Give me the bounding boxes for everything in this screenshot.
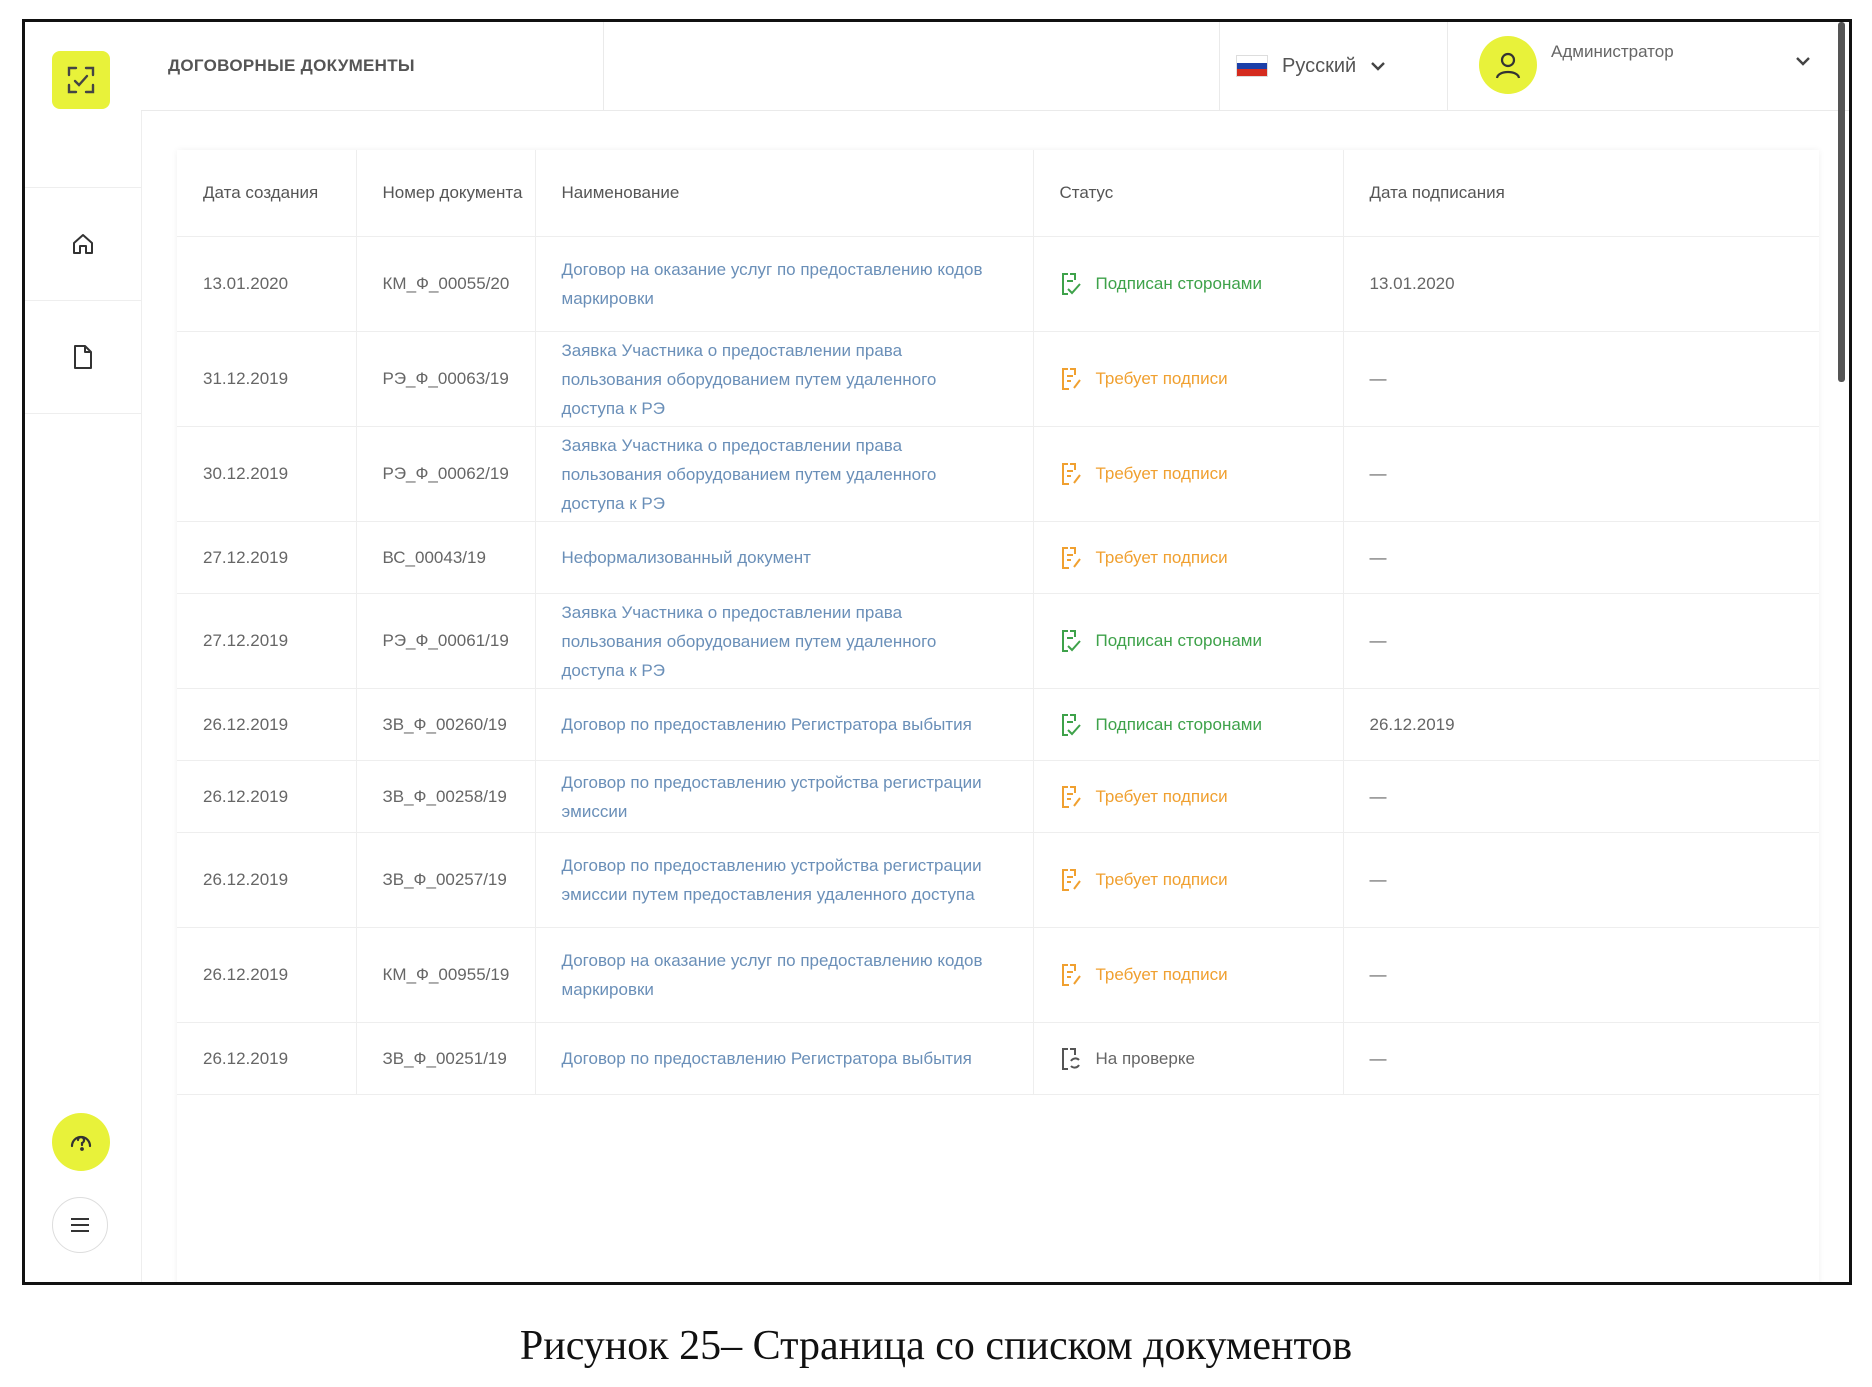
table-row[interactable]	[177, 427, 1819, 522]
document-name-link[interactable]: Заявка Участника о предоставлении права пользования оборудованием путем удаленного доступа к РЭ	[535, 427, 1033, 522]
document-number: РЭ_Ф_00061/19	[356, 594, 535, 689]
user-role: Администратор	[1551, 42, 1674, 61]
document-icon	[72, 344, 94, 370]
status-label: Требует подписи	[1095, 547, 1228, 567]
status-cell	[1033, 237, 1343, 332]
status-badge	[1060, 1047, 1343, 1071]
status-label: Подписан сторонами	[1095, 714, 1262, 734]
table-row[interactable]	[177, 332, 1819, 427]
help-button[interactable]	[52, 1113, 110, 1171]
signed-date: —	[1343, 522, 1819, 594]
header-divider	[1447, 22, 1448, 110]
status-cell	[1033, 761, 1343, 833]
column-header-signed[interactable]: Дата подписания	[1343, 150, 1819, 237]
created-date: 26.12.2019	[177, 833, 356, 928]
sidebar-item-home[interactable]	[25, 188, 141, 300]
status-label: Подписан сторонами	[1095, 631, 1262, 650]
document-number: ЗВ_Ф_00258/19	[356, 761, 535, 833]
status-label: Требует подписи	[1095, 786, 1228, 806]
status-label: Требует подписи	[1095, 870, 1228, 889]
signed-date: —	[1343, 332, 1819, 427]
document-name-link[interactable]: Договор на оказание услуг по предоставлению кодов маркировки	[535, 928, 1033, 1023]
status-cell	[1033, 1023, 1343, 1095]
user-menu[interactable]	[1479, 22, 1849, 110]
status-badge	[1060, 629, 1343, 653]
signed-date: —	[1343, 833, 1819, 928]
status-badge	[1060, 785, 1343, 809]
user-icon	[1495, 51, 1521, 79]
russian-flag-icon	[1236, 55, 1268, 77]
table-row[interactable]	[177, 522, 1819, 594]
status-label: Подписан сторонами	[1095, 274, 1262, 293]
figure-caption: Рисунок 25– Страница со списком документов	[519, 1323, 1353, 1369]
signed-date: 13.01.2020	[1343, 237, 1819, 332]
status-cell	[1033, 689, 1343, 761]
document-name-link[interactable]: Договор по предоставлению Регистратора выбытия	[535, 1023, 1033, 1095]
document-number: КМ_Ф_00055/20	[356, 237, 535, 332]
chevron-down-icon	[1370, 61, 1386, 71]
needs-signature-icon	[1060, 367, 1082, 391]
status-badge	[1060, 367, 1343, 391]
hamburger-menu-icon	[71, 1218, 89, 1232]
status-badge	[1060, 462, 1343, 486]
status-label: На проверке	[1095, 1048, 1195, 1068]
document-name-link[interactable]: Договор по предоставлению Регистратора выбытия	[535, 689, 1033, 761]
table-row[interactable]	[177, 761, 1819, 833]
document-name-link[interactable]: Договор на оказание услуг по предоставлению кодов маркировки	[535, 237, 1033, 332]
nav-divider	[25, 413, 141, 414]
sidebar-item-documents[interactable]	[25, 301, 141, 413]
signed-status-icon	[1060, 713, 1082, 737]
needs-signature-icon	[1060, 868, 1082, 892]
document-name-link[interactable]: Заявка Участника о предоставлении права пользования оборудованием путем удаленного доступа к РЭ	[535, 332, 1033, 427]
app-window	[22, 19, 1852, 1285]
document-name-link[interactable]: Заявка Участника о предоставлении права пользования оборудованием путем удаленного доступа к РЭ	[535, 594, 1033, 689]
table-row[interactable]	[177, 237, 1819, 332]
language-selector[interactable]	[1236, 22, 1386, 110]
created-date: 30.12.2019	[177, 427, 356, 522]
document-number: ЗВ_Ф_00257/19	[356, 833, 535, 928]
created-date: 27.12.2019	[177, 522, 356, 594]
signed-date: 26.12.2019	[1343, 689, 1819, 761]
document-name-link[interactable]: Неформализованный документ	[535, 522, 1033, 594]
created-date: 26.12.2019	[177, 1023, 356, 1095]
documents-table	[177, 150, 1819, 1095]
header-divider	[603, 22, 604, 110]
signed-date: —	[1343, 594, 1819, 689]
document-number: РЭ_Ф_00062/19	[356, 427, 535, 522]
status-cell	[1033, 427, 1343, 522]
column-header-created[interactable]: Дата создания	[177, 150, 356, 237]
under-review-icon	[1060, 1047, 1082, 1071]
table-row[interactable]	[177, 928, 1819, 1023]
status-cell	[1033, 928, 1343, 1023]
document-number: ВС_00043/19	[356, 522, 535, 594]
status-label: Требует подписи	[1095, 369, 1228, 388]
table-row[interactable]	[177, 689, 1819, 761]
created-date: 26.12.2019	[177, 689, 356, 761]
vertical-scrollbar[interactable]	[1838, 22, 1845, 382]
status-badge	[1060, 272, 1343, 296]
created-date: 26.12.2019	[177, 761, 356, 833]
signed-status-icon	[1060, 629, 1082, 653]
page-title: ДОГОВОРНЫЕ ДОКУМЕНТЫ	[168, 56, 415, 75]
table-row[interactable]	[177, 594, 1819, 689]
help-icon	[67, 1128, 95, 1156]
status-badge	[1060, 713, 1343, 737]
status-label: Требует подписи	[1095, 464, 1228, 483]
language-label: Русский	[1282, 54, 1357, 77]
created-date: 27.12.2019	[177, 594, 356, 689]
created-date: 13.01.2020	[177, 237, 356, 332]
column-header-status[interactable]: Статус	[1033, 150, 1343, 237]
column-header-number[interactable]: Номер документа	[356, 150, 535, 237]
status-cell	[1033, 522, 1343, 594]
menu-button[interactable]	[52, 1197, 108, 1253]
status-badge	[1060, 868, 1343, 892]
document-number: РЭ_Ф_00063/19	[356, 332, 535, 427]
status-badge	[1060, 546, 1343, 570]
document-name-link[interactable]: Договор по предоставлению устройства регистрации эмиссии путем предоставления удаленного доступа	[535, 833, 1033, 928]
needs-signature-icon	[1060, 785, 1082, 809]
documents-table-card	[177, 150, 1819, 1285]
table-row[interactable]	[177, 1023, 1819, 1095]
signed-date: —	[1343, 427, 1819, 522]
needs-signature-icon	[1060, 963, 1082, 987]
needs-signature-icon	[1060, 546, 1082, 570]
status-badge	[1060, 963, 1343, 987]
status-cell	[1033, 833, 1343, 928]
document-number: КМ_Ф_00955/19	[356, 928, 535, 1023]
chevron-down-icon	[1795, 56, 1811, 66]
avatar[interactable]	[1479, 36, 1537, 94]
document-number: ЗВ_Ф_00251/19	[356, 1023, 535, 1095]
status-cell	[1033, 594, 1343, 689]
status-label: Требует подписи	[1095, 965, 1228, 984]
home-icon	[71, 232, 95, 256]
created-date: 26.12.2019	[177, 928, 356, 1023]
header	[141, 22, 1849, 111]
signed-date: —	[1343, 761, 1819, 833]
document-name-link[interactable]: Договор по предоставлению устройства регистрации эмиссии	[535, 761, 1033, 833]
signed-date: —	[1343, 928, 1819, 1023]
sidebar	[25, 22, 142, 1282]
logo-icon	[66, 65, 96, 95]
column-header-name[interactable]: Наименование	[535, 150, 1033, 237]
table-header-row	[177, 150, 1819, 237]
header-divider	[1219, 22, 1220, 110]
needs-signature-icon	[1060, 462, 1082, 486]
signed-status-icon	[1060, 272, 1082, 296]
document-number: ЗВ_Ф_00260/19	[356, 689, 535, 761]
signed-date: —	[1343, 1023, 1819, 1095]
table-row[interactable]	[177, 833, 1819, 928]
status-cell	[1033, 332, 1343, 427]
created-date: 31.12.2019	[177, 332, 356, 427]
logo[interactable]	[52, 51, 110, 109]
